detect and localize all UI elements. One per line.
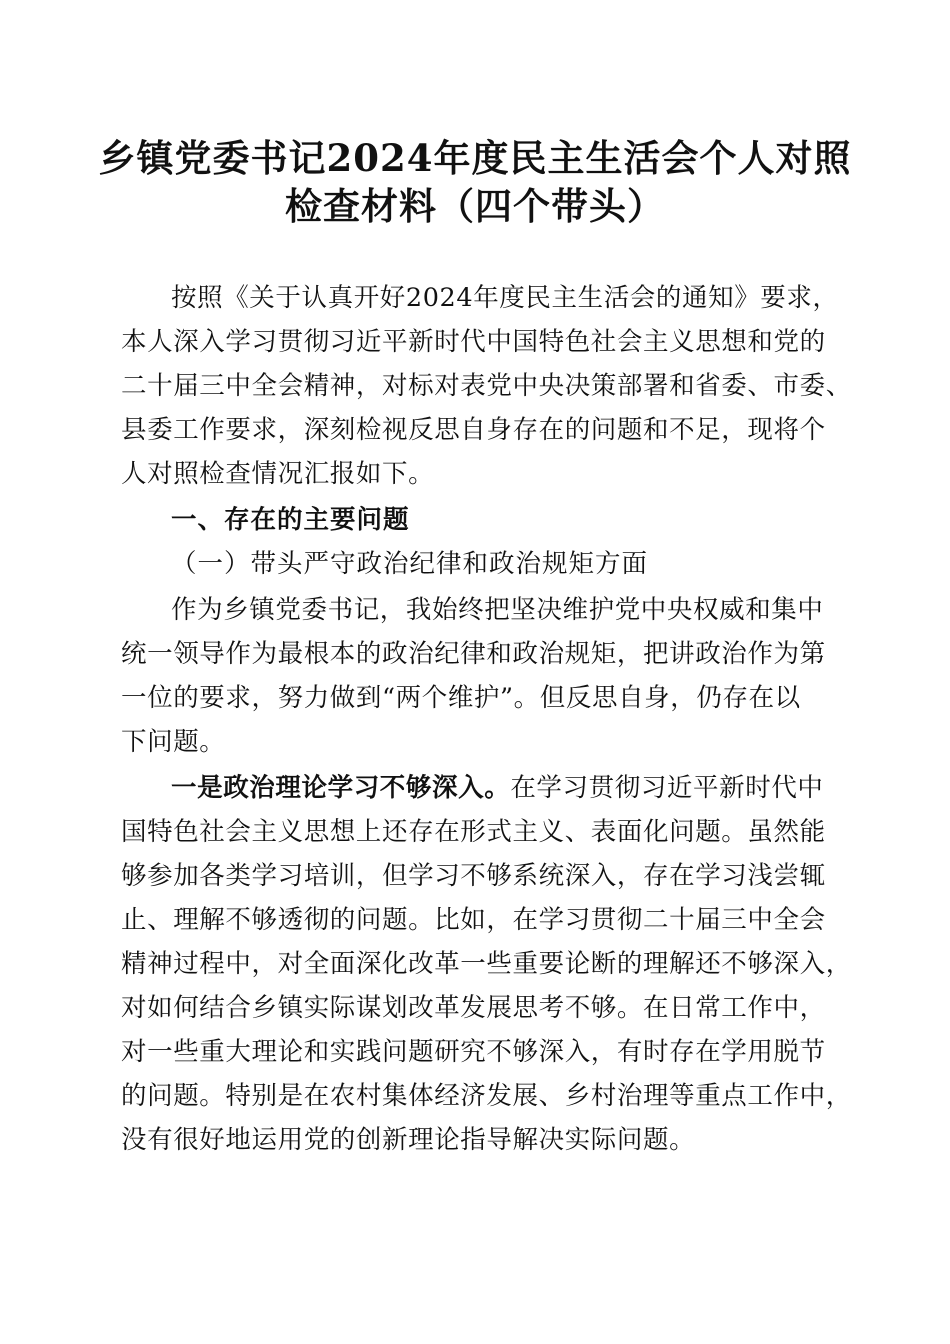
- intro-line: 按照《关于认真开好2024年度民主生活会的通知》要求，: [171, 283, 839, 313]
- paragraph-line: 的问题。特别是在农村集体经济发展、乡村治理等重点工作中，: [121, 1081, 852, 1111]
- paragraph-lead: 一是政治理论学习不够深入。: [171, 773, 511, 803]
- paragraph-line: 一位的要求，努力做到“两个维护”。但反思自身，仍存在以: [121, 683, 801, 713]
- paragraph-line: 对如何结合乡镇实际谋划改革发展思考不够。在日常工作中，: [121, 993, 826, 1023]
- intro-line: 人对照检查情况汇报如下。: [121, 459, 435, 489]
- subsection-heading: （一）带头严守政治纪律和政治规矩方面: [171, 549, 649, 579]
- paragraph-first-line: [171, 766, 891, 810]
- paragraph-line: 对一些重大理论和实践问题研究不够深入，有时存在学用脱节: [121, 1037, 826, 1067]
- paragraph-line: 下问题。: [121, 727, 226, 757]
- paragraph-line: 没有很好地运用党的创新理论指导解决实际问题。: [121, 1125, 696, 1155]
- document-title-line-1: 乡镇党委书记2024年度民主生活会个人对照: [98, 136, 852, 180]
- paragraph-line: 作为乡镇党委书记，我始终把坚决维护党中央权威和集中: [171, 595, 824, 625]
- intro-line: 二十届三中全会精神，对标对表党中央决策部署和省委、市委、: [121, 371, 852, 401]
- paragraph-lead-rest: 在学习贯彻习近平新时代中: [510, 773, 824, 803]
- section-heading: 一、存在的主要问题: [171, 505, 410, 535]
- document-title-line-2: 检查材料（四个带头）: [285, 184, 665, 228]
- paragraph-line: 统一领导作为最根本的政治纪律和政治规矩，把讲政治作为第: [121, 639, 826, 669]
- paragraph-line: 止、理解不够透彻的问题。比如，在学习贯彻二十届三中全会: [121, 905, 826, 935]
- paragraph-line: 国特色社会主义思想上还存在形式主义、表面化问题。虽然能: [121, 817, 826, 847]
- paragraph-line: 够参加各类学习培训，但学习不够系统深入，存在学习浅尝辄: [121, 861, 826, 891]
- paragraph-line: 精神过程中，对全面深化改革一些重要论断的理解还不够深入，: [121, 949, 852, 979]
- intro-line: 县委工作要求，深刻检视反思自身存在的问题和不足，现将个: [121, 415, 826, 445]
- intro-line: 本人深入学习贯彻习近平新时代中国特色社会主义思想和党的: [121, 327, 826, 357]
